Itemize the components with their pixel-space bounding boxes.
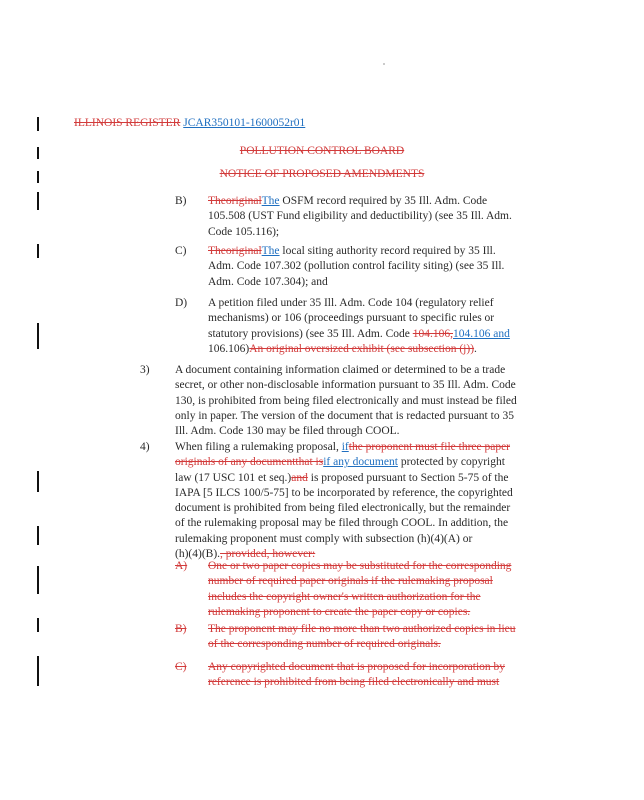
- revision-bar: [37, 656, 39, 686]
- item-label: A): [175, 560, 188, 572]
- item-label: B): [175, 623, 187, 635]
- item-label: 3): [140, 364, 150, 376]
- revision-bar: [37, 117, 39, 131]
- item-b: TheoriginalThe OSFM record required by 35 Ill. Adm. Code 105.508 (UST Fund eligibility and deductibility) (see 35 Ill. Adm. Code 105.116);: [208, 195, 512, 238]
- item-4: When filing a rulemaking proposal, ifthe proponent must file three paper originals of any documentthat isif any document protected by copyright law (17 USC 101 et seq.)and is proposed pursuant to Section 5-75 of the IAPA [5 ILCS 100/5-75] to be incorporated by reference, the copyrighted document is prohibited from being filed electronically, but the remainder of the rulemaking proposal may be filed through COOL. In addition, the rulemaking proponent must comply with subsection (h)(4)(A) or (h)(4)(B)., provided, however:: [175, 441, 513, 561]
- scan-speck: [383, 63, 385, 65]
- item-c-deleted: Any copyrighted document that is proposed for incorporation by reference is prohibited from being filed electronically and must: [208, 661, 506, 689]
- item-label: C): [175, 661, 187, 673]
- revision-bar: [37, 244, 39, 258]
- revision-bar: [37, 323, 39, 349]
- item-b-deleted: The proponent may file no more than two authorized copies in lieu of the corresponding number of required originals.: [208, 623, 516, 651]
- item-label: 4): [140, 441, 150, 453]
- revision-bar: [37, 566, 39, 594]
- register-deleted: ILLINOIS REGISTER: [74, 117, 181, 129]
- board-title: POLLUTION CONTROL BOARD: [239, 145, 405, 157]
- item-a-deleted: One or two paper copies may be substituted for the corresponding number of required paper originals if the rulemaking proposal includes the copyright owner's written authorization for the rulemaking proponent to create the paper copy or copies.: [208, 560, 512, 618]
- revision-bar: [37, 618, 39, 632]
- item-label: B): [175, 195, 187, 207]
- revision-bar: [37, 192, 39, 210]
- item-label: D): [175, 297, 188, 309]
- item-3: A document containing information claimed or determined to be a trade secret, or other non-disclosable information pursuant to 35 Ill. Adm. Code 130, is prohibited from being filed electronically and must instead be filed only in paper. The version of the document that is redacted pursuant to 35 Ill. Adm. Code 130 may be filed through COOL.: [175, 364, 517, 438]
- item-d: A petition filed under 35 Ill. Adm. Code 104 (regulatory relief mechanisms) or 106 (proceedings pursuant to specific rules or statutory provisions) (see 35 Ill. Adm. Code 104.106,104.106 and 106.106)An original oversized exhibit (see subsection (j)).: [208, 297, 510, 355]
- notice-title: NOTICE OF PROPOSED AMENDMENTS: [219, 168, 425, 180]
- item-c: TheoriginalThe local siting authority record required by 35 Ill. Adm. Code 107.302 (pollution control facility siting) (see 35 Ill. Adm. Code 107.304); and: [208, 245, 505, 288]
- register-inserted: JCAR350101-1600052r01: [183, 117, 306, 129]
- item-label: C): [175, 245, 187, 257]
- revision-bar: [37, 526, 39, 545]
- revision-bar: [37, 471, 39, 492]
- register-header: [74, 117, 305, 129]
